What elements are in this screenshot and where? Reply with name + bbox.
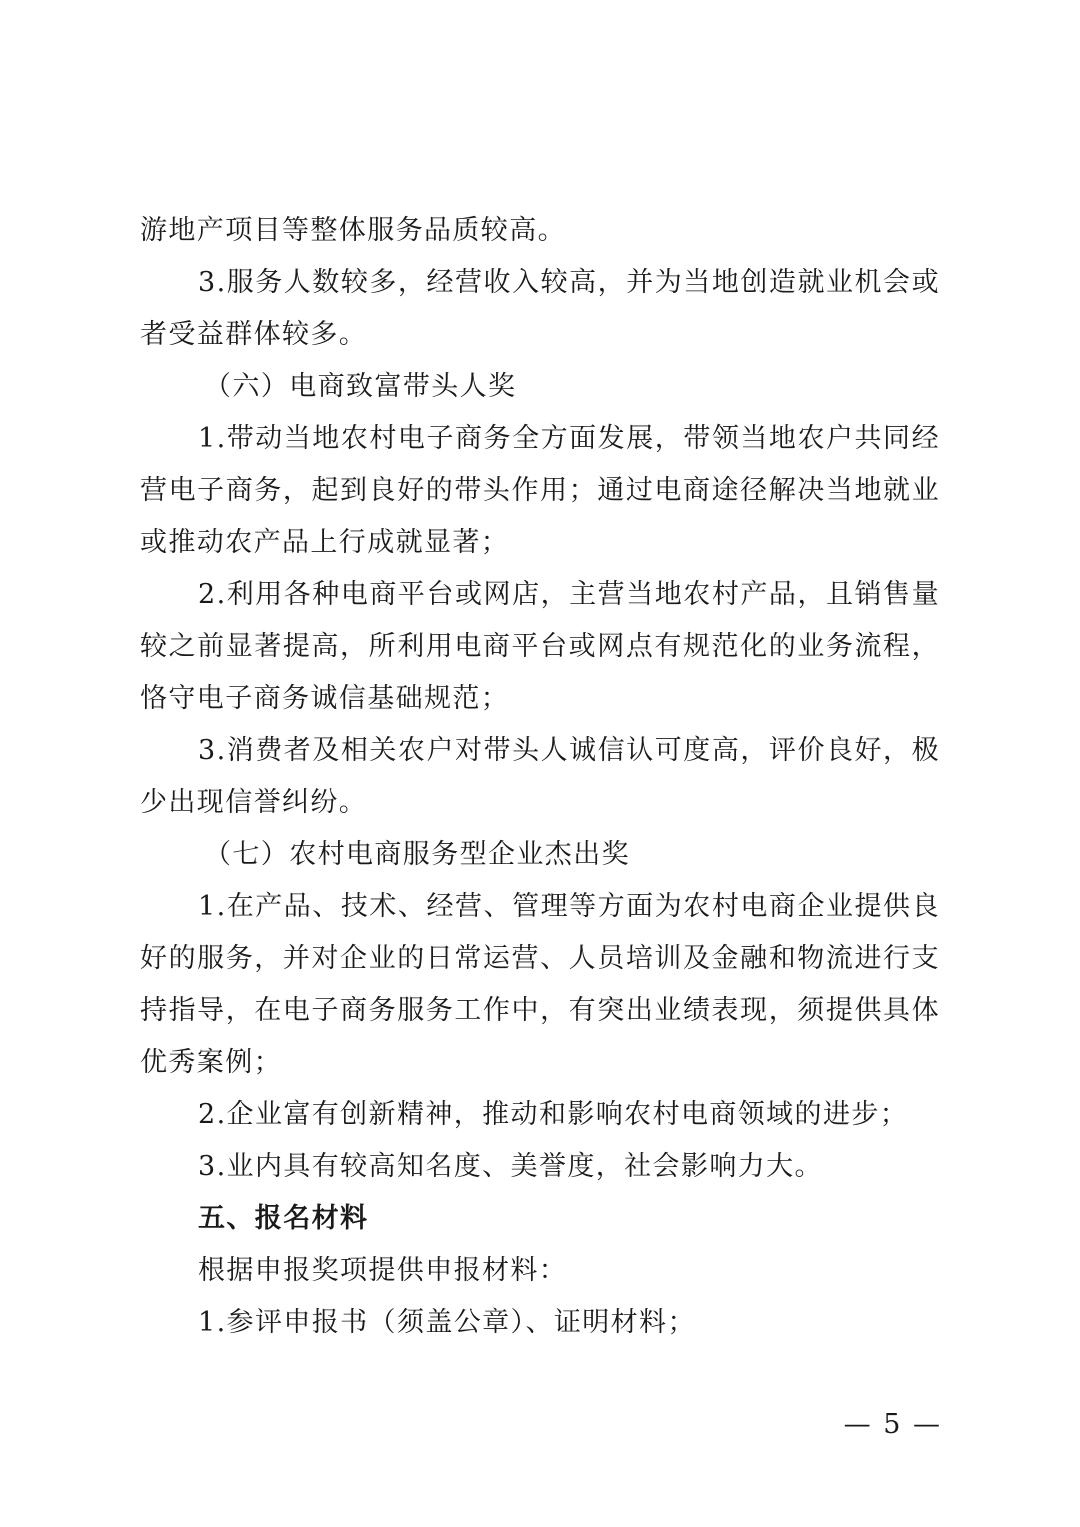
text-line: 1.带动当地农村电子商务全方面发展，带领当地农户共同经 [198,423,940,454]
text-line: 1.在产品、技术、经营、管理等方面为农村电商企业提供良 [198,891,940,922]
text-line: 或推动农产品上行成就显著； [140,527,510,558]
text-line: 好的服务，并对企业的日常运营、人员培训及金融和物流进行支 [140,943,940,974]
text-line: 1.参评申报书（须盖公章）、证明材料； [198,1307,696,1338]
text-line: 3.消费者及相关农户对带头人诚信认可度高，评价良好，极 [198,735,940,766]
text-line: 者受益群体较多。 [140,319,368,350]
text-line: 持指导，在电子商务服务工作中，有突出业绩表现，须提供具体 [140,995,940,1026]
section-heading: （六）电商致富带头人奖 [204,371,517,402]
text-line: 3.业内具有较高知名度、美誉度，社会影响力大。 [198,1151,823,1182]
text-line: 少出现信誉纠纷。 [140,787,368,818]
text-line: 2.利用各种电商平台或网店，主营当地农村产品，且销售量 [198,579,940,610]
document-body [140,205,940,1349]
text-line: 根据申报奖项提供申报材料： [198,1255,568,1286]
text-line: 3.服务人数较多，经营收入较高，并为当地创造就业机会或 [198,267,940,298]
text-line: 游地产项目等整体服务品质较高。 [140,215,566,246]
text-line: 恪守电子商务诚信基础规范； [140,683,510,714]
text-line: 2.企业富有创新精神，推动和影响农村电商领域的进步； [198,1099,909,1130]
page-number: — 5 — [843,1409,942,1440]
chapter-heading: 五、报名材料 [198,1203,369,1234]
text-line: 较之前显著提高，所利用电商平台或网点有规范化的业务流程， [140,631,940,662]
section-heading: （七）农村电商服务型企业杰出奖 [204,839,630,870]
text-line: 优秀案例； [140,1047,282,1078]
text-line: 营电子商务，起到良好的带头作用；通过电商途径解决当地就业 [140,475,940,506]
